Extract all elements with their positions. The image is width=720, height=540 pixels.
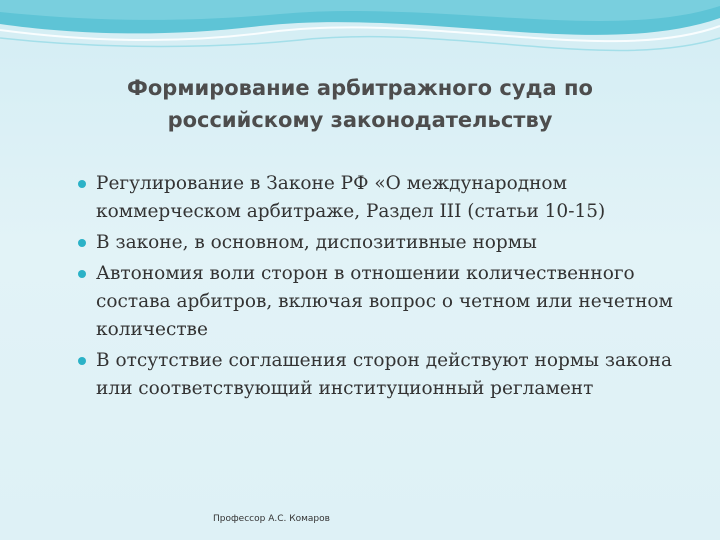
bullet-dot-icon <box>78 180 86 188</box>
slide-title-line-2: российскому законодательству <box>167 108 553 132</box>
bullet-text: Регулирование в Законе РФ «О международном коммерческом арбитраже, Раздел III (статьи 10-15) <box>96 173 606 222</box>
bullet-item <box>78 347 688 403</box>
decorative-wave-header <box>0 0 720 70</box>
slide-title <box>60 72 660 136</box>
bullet-list <box>78 170 688 406</box>
bullet-text: В отсутствие соглашения сторон действуют нормы закона или соответствующий институционный регламент <box>96 350 673 399</box>
bullet-item <box>78 170 688 226</box>
slide-title-line-1: Формирование арбитражного суда по <box>127 76 593 100</box>
footer-author: Профессор А.С. Комаров <box>213 514 330 524</box>
bullet-text: В законе, в основном, диспозитивные нормы <box>96 232 537 253</box>
bullet-text: Автономия воли сторон в отношении количественного состава арбитров, включая вопрос о четном или нечетном количестве <box>96 263 673 340</box>
bullet-item <box>78 229 688 257</box>
bullet-dot-icon <box>78 357 86 365</box>
bullet-dot-icon <box>78 239 86 247</box>
bullet-dot-icon <box>78 270 86 278</box>
bullet-item <box>78 260 688 344</box>
